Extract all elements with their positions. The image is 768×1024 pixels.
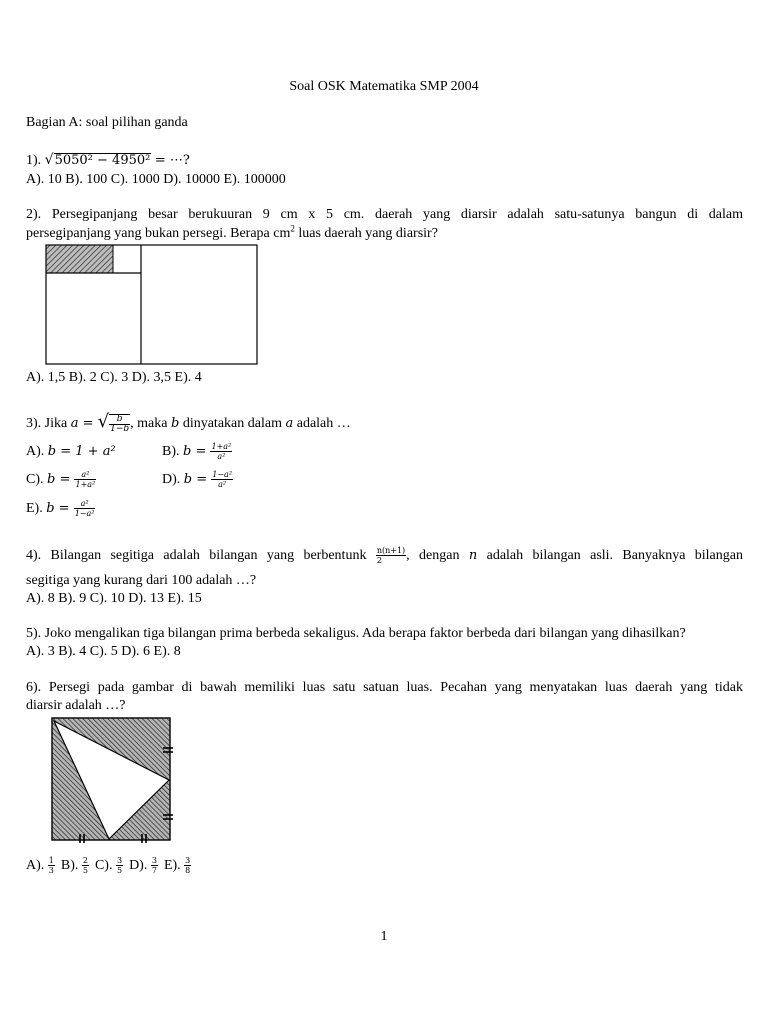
- option-fraction: $\frac{3}{7}$: [151, 856, 157, 876]
- question-4-line-2: segitiga yang kurang dari 100 adalah …?: [26, 573, 257, 588]
- question-5-line-1: 5). Joko mengalikan tiga bilangan prima berbeda sekaligus. Ada berapa faktor berbeda dari bilangan yang dihasilkan?: [26, 626, 686, 641]
- question-1-options: A). 10 B). 100 C). 1000 D). 10000 E). 100000: [26, 172, 286, 187]
- variable-a: a: [285, 416, 294, 431]
- option-3c: C). b = $\frac{\text{a²}}{\text{1+a²}}$: [26, 470, 96, 490]
- question-1-tail: = ⋯?: [154, 153, 190, 168]
- question-2-text-b: luas daerah yang diarsir?: [294, 226, 438, 241]
- question-2-figure: [45, 244, 259, 366]
- sqrt-symbol: √: [44, 152, 54, 168]
- equals-sign: =: [78, 416, 98, 431]
- section-heading: Bagian A: soal pilihan ganda: [26, 115, 188, 130]
- question-3-suffix: adalah …: [293, 416, 351, 431]
- question-2-line-2: [26, 223, 438, 242]
- question-4-options: A). 8 B). 9 C). 10 D). 13 E). 15: [26, 591, 202, 606]
- question-3-fraction: $\frac{b}{1-b}$: [110, 413, 130, 434]
- question-2-options: A). 1,5 B). 2 C). 3 D). 3,5 E). 4: [26, 370, 202, 385]
- option-3d: D). b = $\frac{\text{1−a²}}{\text{a²}}$: [162, 470, 233, 490]
- question-2-line-1: 2). Persegipanjang besar berukuuran 9 cm x 5 cm. daerah yang diarsir adalah satu-satunya bangun di dalam: [26, 207, 743, 222]
- option-fraction: $\frac{3}{5}$: [116, 856, 123, 876]
- question-6-figure: [51, 717, 173, 843]
- question-3-middle-2: dinyatakan dalam: [179, 416, 286, 431]
- question-3-middle: , maka: [130, 416, 171, 431]
- question-2-superscript: 2: [290, 223, 295, 234]
- question-1-number: 1).: [26, 153, 42, 168]
- option-6-e: E). $\frac{3}{8}$: [163, 856, 191, 876]
- page-title: Soal OSK Matematika SMP 2004: [289, 79, 479, 94]
- option-fraction: $\frac{2}{5}$: [82, 856, 88, 876]
- question-6-options: [26, 852, 197, 880]
- variable-n: n: [468, 548, 478, 563]
- page-number: 1: [380, 929, 388, 944]
- option-3e: E). b = $\frac{\text{a²}}{\text{1−a²}}$: [26, 499, 95, 519]
- question-3-stem: [26, 408, 351, 438]
- question-6-line-1: 6). Persegi pada gambar di bawah memiliki luas satu satuan luas. Pecahan yang menyatakan luas daerah yang tidak: [26, 680, 743, 695]
- variable-b: b: [171, 416, 180, 431]
- question-5-options: A). 3 B). 4 C). 5 D). 6 E). 8: [26, 644, 181, 659]
- question-3-prefix: 3). Jika: [26, 416, 71, 431]
- question-1: [26, 152, 190, 169]
- sqrt-symbol: √: [97, 411, 110, 432]
- option-6-b: B). $\frac{2}{5}$: [60, 856, 88, 876]
- option-6-d: D). $\frac{3}{7}$: [129, 856, 157, 876]
- option-fraction: $\frac{1}{3}$: [48, 856, 54, 876]
- shaded-rectangle: [46, 245, 113, 273]
- variable-a: a: [70, 416, 79, 431]
- option-3a: A). b = 1 + a²: [26, 444, 116, 459]
- option-fraction: $\frac{3}{8}$: [185, 856, 191, 876]
- option-6-a: A). $\frac{1}{3}$: [26, 856, 54, 876]
- question-6-line-2: diarsir adalah …?: [26, 698, 126, 713]
- option-6-c: C). $\frac{3}{5}$: [94, 856, 123, 876]
- triangular-number-fraction: $\frac{n(n+1)}{2}$: [376, 546, 406, 566]
- question-4-line-1: 4). Bilangan segitiga adalah bilangan yang berbentunk $\frac{n(n+1)}{2}$ , dengan n adalah bilangan asli. Banyaknya bilangan: [26, 546, 743, 566]
- option-3b: B). b = $\frac{\text{1+a²}}{\text{a²}}$: [162, 442, 232, 462]
- question-1-radicand: 5050² − 4950²: [54, 153, 151, 168]
- question-2-text-a: persegipanjang yang bukan persegi. Berapa cm: [26, 226, 291, 241]
